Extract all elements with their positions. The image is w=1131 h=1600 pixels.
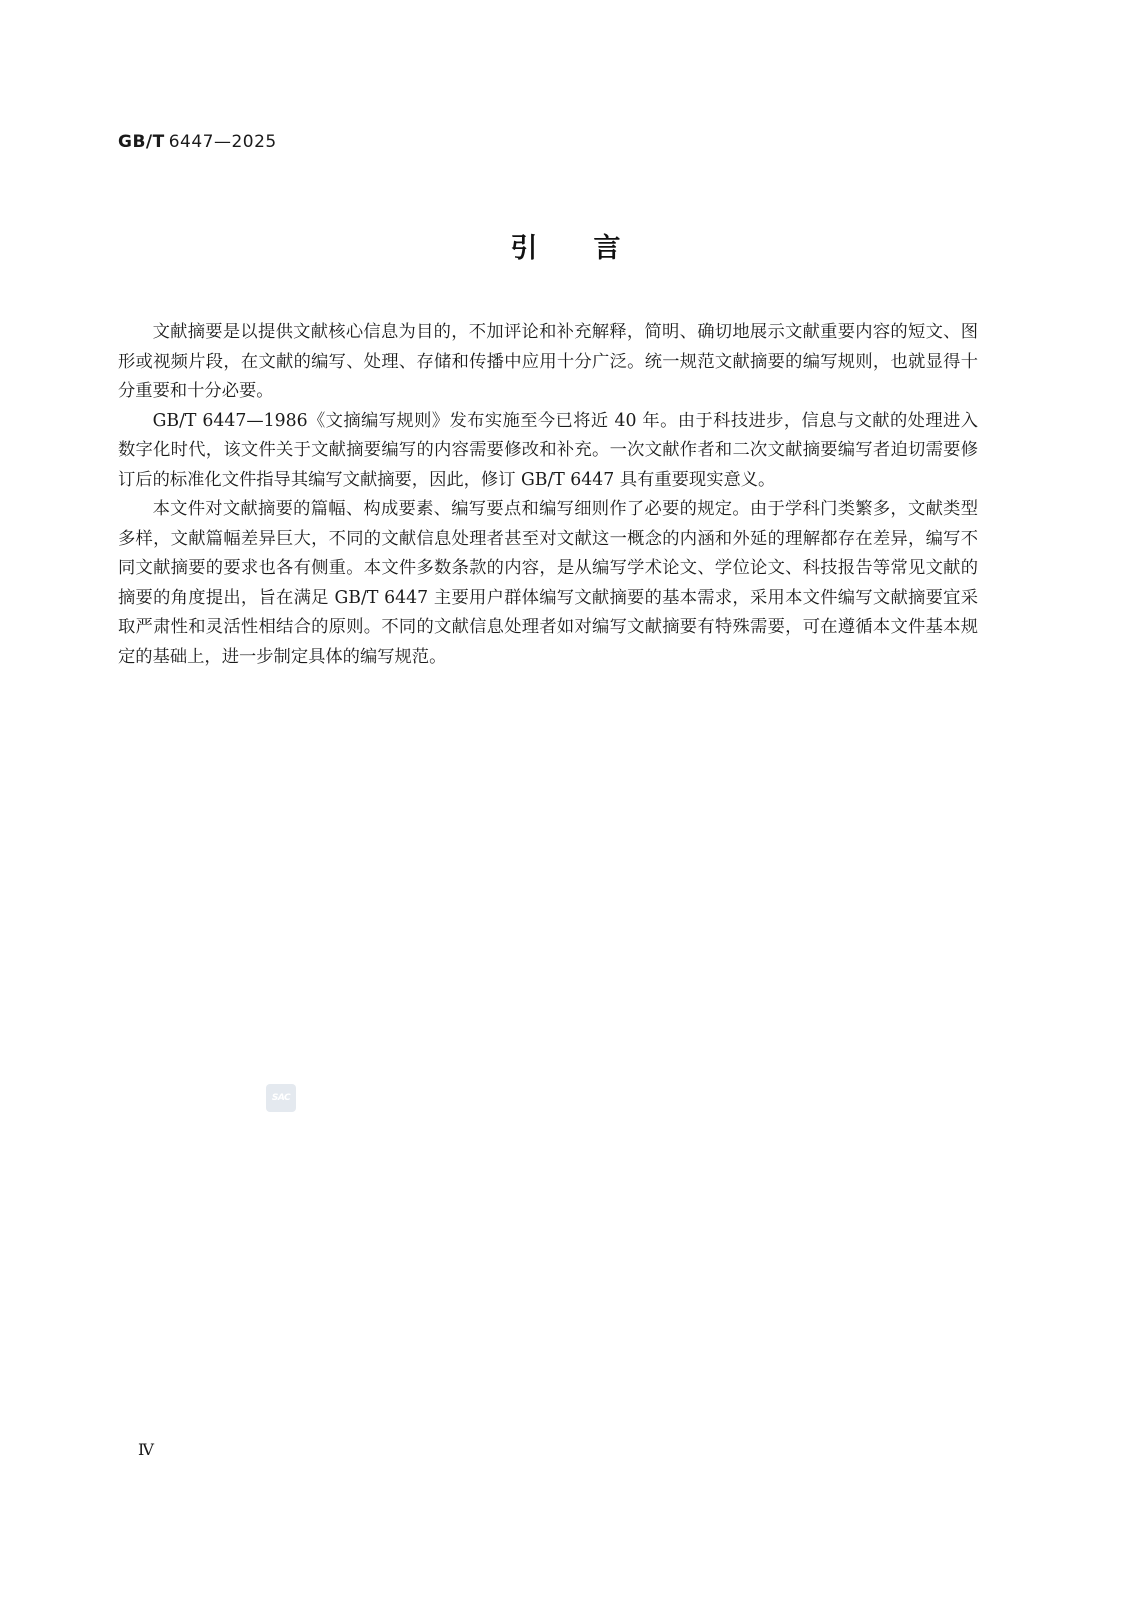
page-number: Ⅳ <box>138 1440 154 1459</box>
paragraph-2: GB/T 6447—1986《文摘编写规则》发布实施至今已将近 40 年。由于科技进步，信息与文献的处理进入数字化时代，该文件关于文献摘要编写的内容需要修改和补充。一次文献作者和二次文献摘要编写者迫切需要修订后的标准化文件指导其编写文献摘要，因此，修订 GB/T 6447 具有重要现实意义。 <box>118 410 978 490</box>
introduction-body <box>118 318 978 672</box>
document-code-number: 6447—2025 <box>168 132 277 152</box>
sac-watermark-logo: SAC <box>266 1084 296 1112</box>
paragraph-1: 文献摘要是以提供文献核心信息为目的，不加评论和补充解释，简明、确切地展示文献重要内容的短文、图形或视频片段，在文献的编写、处理、存储和传播中应用十分广泛。统一规范文献摘要的编写规则，也就显得十分重要和十分必要。 <box>118 322 978 401</box>
document-code-prefix: GB/T <box>118 132 165 152</box>
paragraph-3: 本文件对文献摘要的篇幅、构成要素、编写要点和编写细则作了必要的规定。由于学科门类繁多，文献类型多样，文献篇幅差异巨大，不同的文献信息处理者甚至对文献这一概念的内涵和外延的理解都存在差异，编写不同文献摘要的要求也各有侧重。本文件多数条款的内容，是从编写学术论文、学位论文、科技报告等常见文献的摘要的角度提出，旨在满足 GB/T 6447 主要用户群体编写文献摘要的基本需求，采用本文件编写文献摘要宜采取严肃性和灵活性相结合的原则。不同的文献信息处理者如对编写文献摘要有特殊需要，可在遵循本文件基本规定的基础上，进一步制定具体的编写规范。 <box>118 499 978 667</box>
document-code <box>118 132 277 152</box>
page-title: 引言 <box>510 233 677 264</box>
